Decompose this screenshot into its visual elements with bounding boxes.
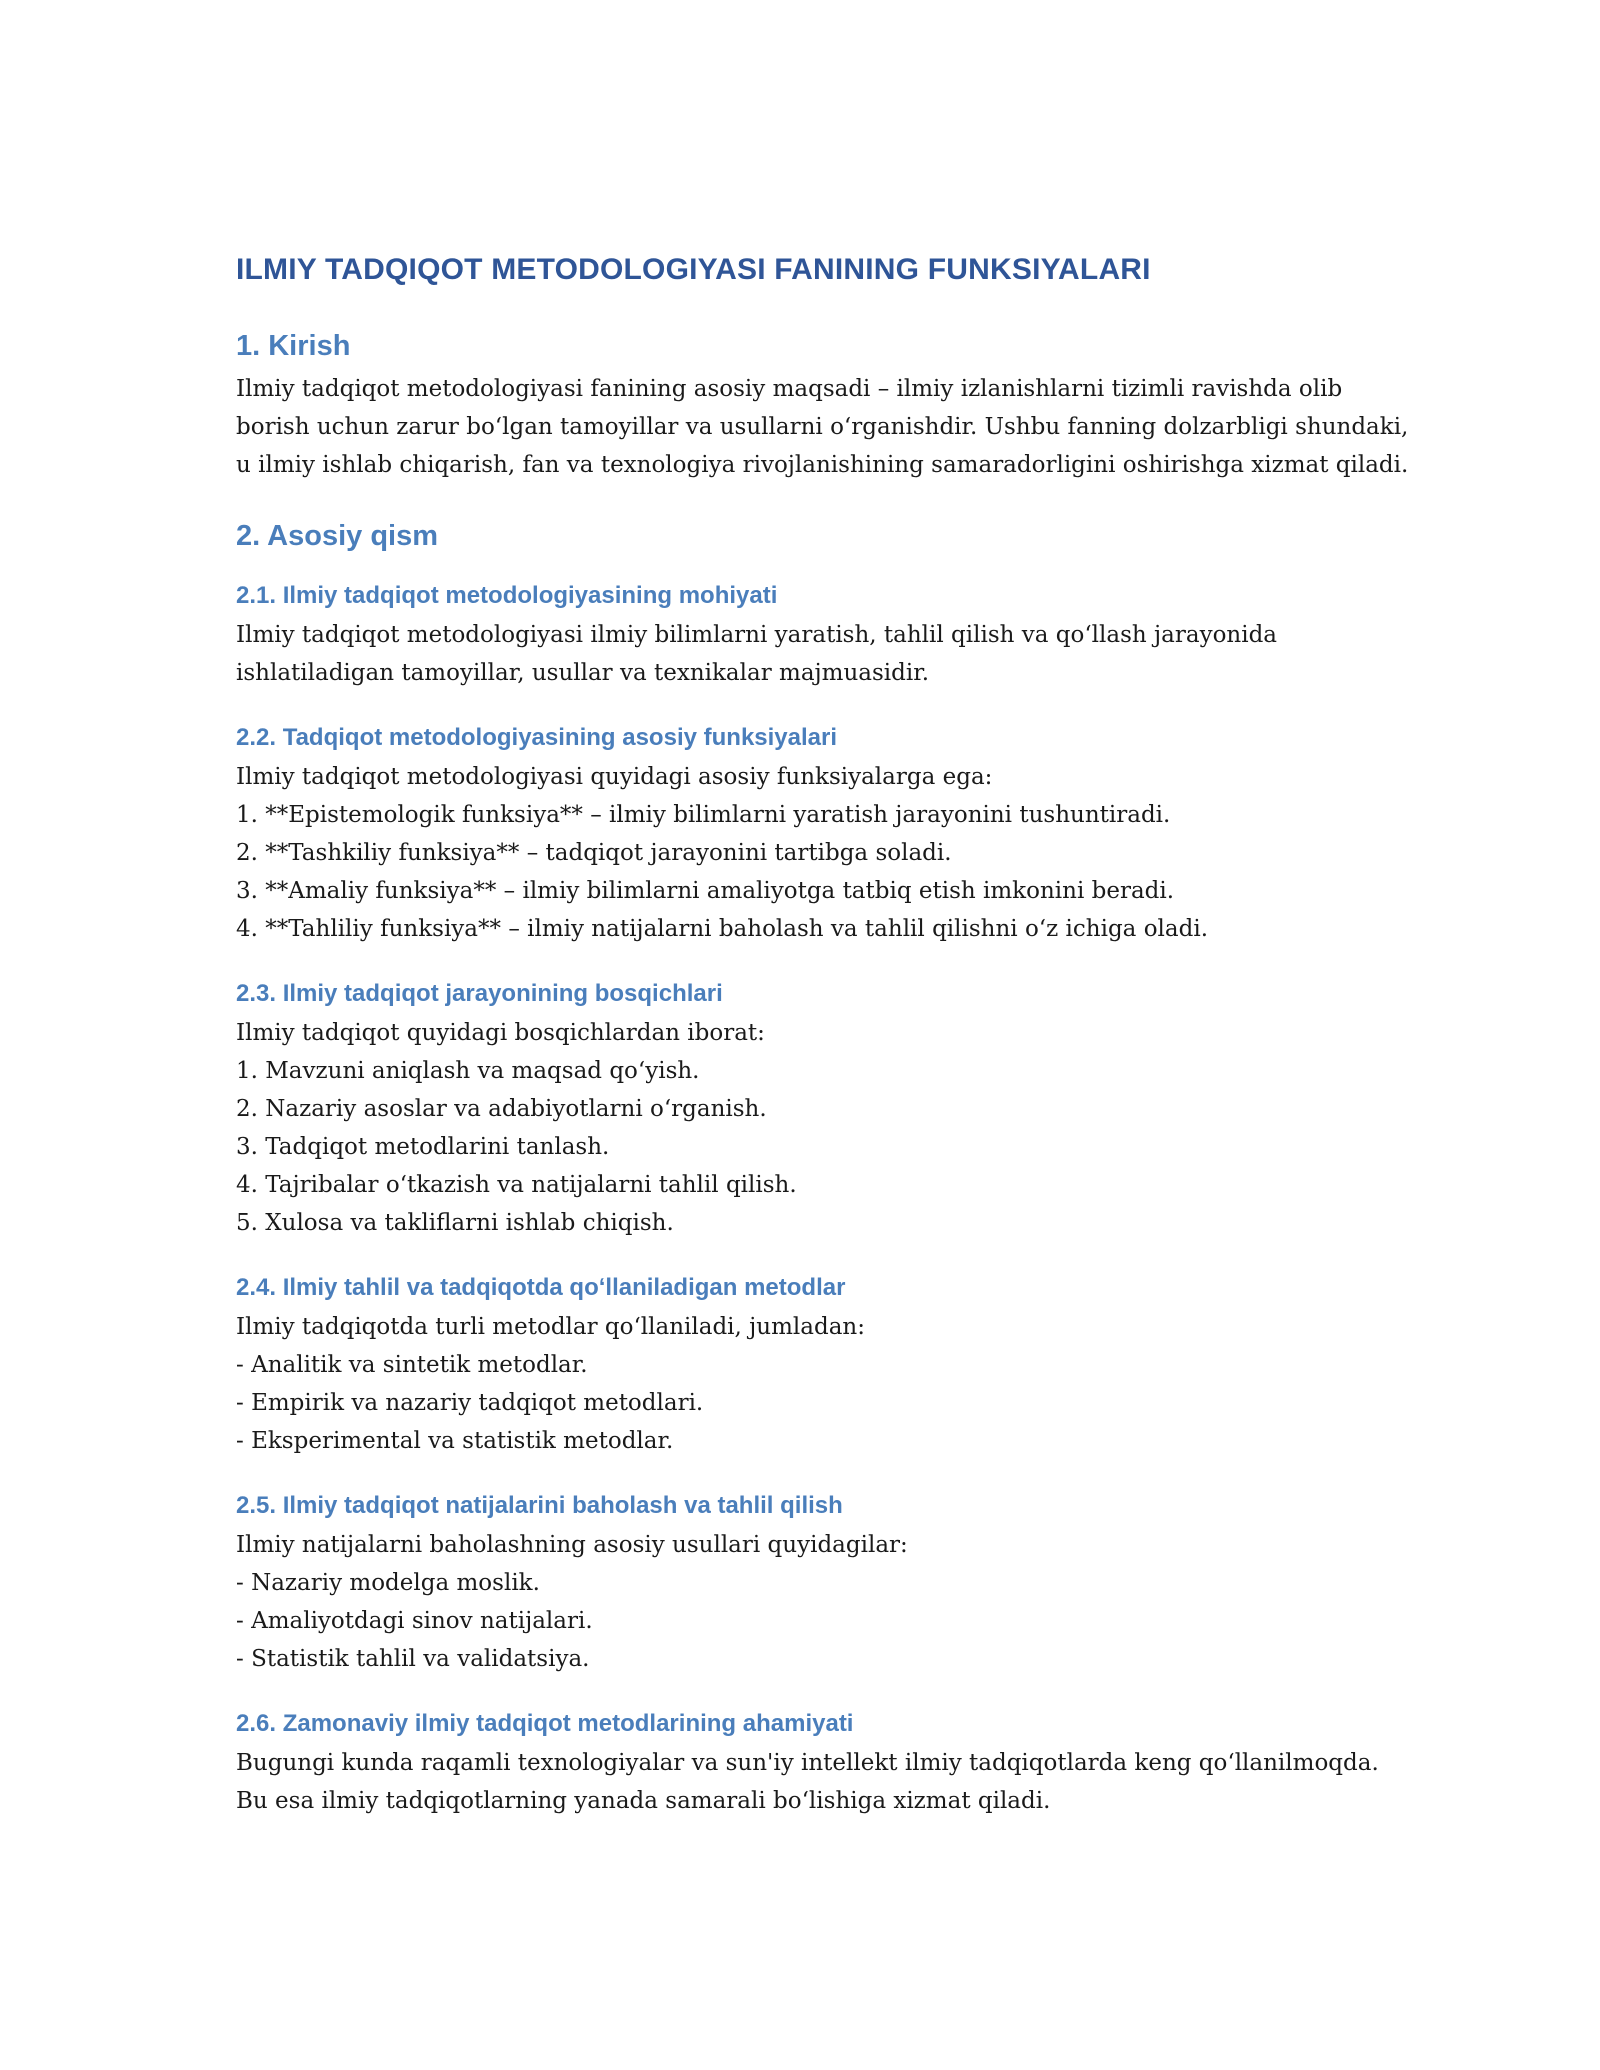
list-item: 3. **Amaliy funksiya** – ilmiy bilimlarni amaliyotga tatbiq etish imkonini beradi. — [236, 878, 1175, 904]
list-item: 1. **Epistemologik funksiya** – ilmiy bilimlarni yaratish jarayonini tushuntiradi. — [236, 802, 1171, 828]
subsection — [236, 976, 1416, 1242]
subsection — [236, 1270, 1416, 1460]
subsections — [236, 578, 1416, 1820]
main-section — [236, 516, 1416, 1820]
document-page — [236, 250, 1416, 1848]
list-item: 4. Tajribalar oʻtkazish va natijalarni tahlil qilish. — [236, 1172, 797, 1198]
subsection-paragraph: Ilmiy tadqiqot metodologiyasi ilmiy bilimlarni yaratish, tahlil qilish va qoʻllash jarayonida ishlatiladigan tamoyillar, usullar va texnikalar majmuasidir. — [236, 622, 1278, 686]
list-item: - Analitik va sintetik metodlar. — [236, 1352, 588, 1378]
subsection-heading: 2.1. Ilmiy tadqiqot metodologiyasining mohiyati — [236, 582, 778, 609]
list-item: 2. Nazariy asoslar va adabiyotlarni oʻrganish. — [236, 1096, 767, 1122]
subsection — [236, 1488, 1416, 1678]
list-item: - Nazariy modelga moslik. — [236, 1570, 540, 1596]
subsection-paragraph: Ilmiy tadqiqot metodologiyasi quyidagi asosiy funksiyalarga ega: — [236, 764, 993, 790]
subsection — [236, 720, 1416, 948]
subsection — [236, 578, 1416, 692]
subsection-heading: 2.4. Ilmiy tahlil va tadqiqotda qoʻllaniladigan metodlar — [236, 1274, 846, 1301]
list-item: 3. Tadqiqot metodlarini tanlash. — [236, 1134, 610, 1160]
intro-paragraph: Ilmiy tadqiqot metodologiyasi fanining asosiy maqsadi – ilmiy izlanishlarni tizimli ravishda olib borish uchun zarur boʻlgan tamoyillar va usullarni oʻrganishdir. Ushbu fanning dolzarbligi shundaki, u ilmiy ishlab chiqarish, fan va texnologiya rivojlanishining samaradorligini oshirishga xizmat qiladi. — [236, 376, 1409, 478]
document-title: ILMIY TADQIQOT METODOLOGIYASI FANINING FUNKSIYALARI — [236, 253, 1151, 286]
list-item: - Eksperimental va statistik metodlar. — [236, 1428, 674, 1454]
main-heading: 2. Asosiy qism — [236, 520, 439, 552]
list-item: 5. Xulosa va takliflarni ishlab chiqish. — [236, 1210, 674, 1236]
subsection-paragraph: Bugungi kunda raqamli texnologiyalar va sun'iy intellekt ilmiy tadqiqotlarda keng qoʻllanilmoqda. Bu esa ilmiy tadqiqotlarning yanada samarali boʻlishiga xizmat qiladi. — [236, 1750, 1379, 1814]
list-item: - Statistik tahlil va validatsiya. — [236, 1646, 590, 1672]
subsection — [236, 1706, 1416, 1820]
subsection-paragraph: Ilmiy tadqiqotda turli metodlar qoʻllaniladi, jumladan: — [236, 1314, 865, 1340]
list-item: 2. **Tashkiliy funksiya** – tadqiqot jarayonini tartibga soladi. — [236, 840, 952, 866]
subsection-heading: 2.6. Zamonaviy ilmiy tadqiqot metodlarining ahamiyati — [236, 1710, 854, 1737]
subsection-paragraph: Ilmiy tadqiqot quyidagi bosqichlardan iborat: — [236, 1020, 765, 1046]
subsection-paragraph: Ilmiy natijalarni baholashning asosiy usullari quyidagilar: — [236, 1532, 908, 1558]
list-item: 1. Mavzuni aniqlash va maqsad qoʻyish. — [236, 1058, 700, 1084]
list-item: 4. **Tahliliy funksiya** – ilmiy natijalarni baholash va tahlil qilishni oʻz ichiga oladi. — [236, 916, 1209, 942]
subsection-heading: 2.5. Ilmiy tadqiqot natijalarini baholash va tahlil qilish — [236, 1492, 843, 1519]
subsection-heading: 2.3. Ilmiy tadqiqot jarayonining bosqichlari — [236, 980, 723, 1007]
intro-heading: 1. Kirish — [236, 330, 351, 362]
list-item: - Amaliyotdagi sinov natijalari. — [236, 1608, 593, 1634]
intro-section — [236, 326, 1416, 484]
list-item: - Empirik va nazariy tadqiqot metodlari. — [236, 1390, 704, 1416]
subsection-heading: 2.2. Tadqiqot metodologiyasining asosiy funksiyalari — [236, 724, 838, 751]
